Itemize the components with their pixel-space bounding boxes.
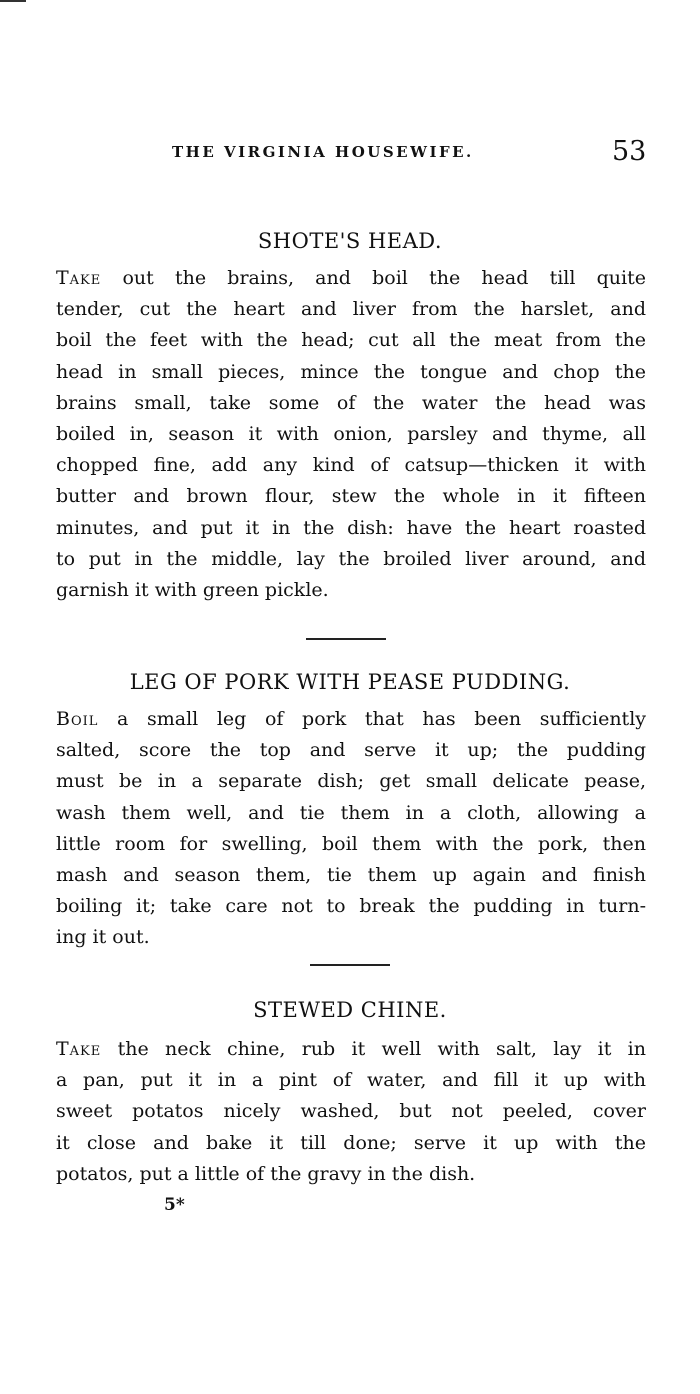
text-line: boiled in, season it with onion, parsley and thyme, all xyxy=(56,422,646,445)
lead-word: Boil xyxy=(56,708,99,730)
text-line: Take out the brains, and boil the head till quite xyxy=(56,267,646,289)
text-line: minutes, and put it in the dish: have the heart roasted xyxy=(56,516,646,539)
text-line: garnish it with green pickle. xyxy=(56,578,329,601)
section-divider xyxy=(310,964,390,966)
running-head: THE VIRGINIA HOUSEWIFE. xyxy=(172,143,474,161)
recipe-title-leg-of-pork: LEG OF PORK WITH PEASE PUDDING. xyxy=(129,670,571,694)
text-line: potatos, put a little of the gravy in the dish. xyxy=(56,1162,476,1185)
recipe-body-leg-of-pork xyxy=(56,704,646,954)
scan-edge-rule xyxy=(0,0,26,2)
text-line: to put in the middle, lay the broiled liver around, and xyxy=(56,547,646,570)
lead-word: Take xyxy=(56,1038,102,1060)
text-line: must be in a separate dish; get small delicate pease, xyxy=(56,770,646,793)
signature-mark: 5* xyxy=(164,1195,185,1215)
text-line: it close and bake it till done; serve it up with the xyxy=(56,1131,646,1154)
text-line: chopped fine, add any kind of catsup—thicken it with xyxy=(56,454,646,477)
text-line: mash and season them, tie them up again and finish xyxy=(56,863,646,886)
text-line: Boil a small leg of pork that has been sufficiently xyxy=(56,708,646,730)
recipe-title-stewed-chine: STEWED CHINE. xyxy=(253,998,447,1022)
page-number: 53 xyxy=(612,136,647,167)
lead-word: Take xyxy=(56,267,102,289)
section-divider xyxy=(306,638,386,640)
text-line: little room for swelling, boil them with the pork, then xyxy=(56,832,646,855)
text-line: head in small pieces, mince the tongue and chop the xyxy=(56,360,646,383)
text-line: Take the neck chine, rub it well with salt, lay it in xyxy=(56,1038,646,1060)
text-line: sweet potatos nicely washed, but not peeled, cover xyxy=(56,1100,646,1123)
recipe-title-shotes-head: SHOTE'S HEAD. xyxy=(257,229,443,253)
recipe-body-stewed-chine xyxy=(56,1034,646,1190)
text-line: boil the feet with the head; cut all the meat from the xyxy=(56,329,646,352)
text-line: ing it out. xyxy=(56,926,150,949)
text-line: butter and brown flour, stew the whole in it fifteen xyxy=(56,485,646,508)
text-line: wash them well, and tie them in a cloth, allowing a xyxy=(56,801,646,824)
text-line: a pan, put it in a pint of water, and fill it up with xyxy=(56,1069,646,1092)
text-line: salted, score the top and serve it up; the pudding xyxy=(56,739,646,762)
text-line: tender, cut the heart and liver from the harslet, and xyxy=(56,298,646,321)
text-line: brains small, take some of the water the head was xyxy=(56,391,646,414)
text-line: boiling it; take care not to break the pudding in turn- xyxy=(56,895,646,918)
recipe-body-shotes-head xyxy=(56,263,646,606)
